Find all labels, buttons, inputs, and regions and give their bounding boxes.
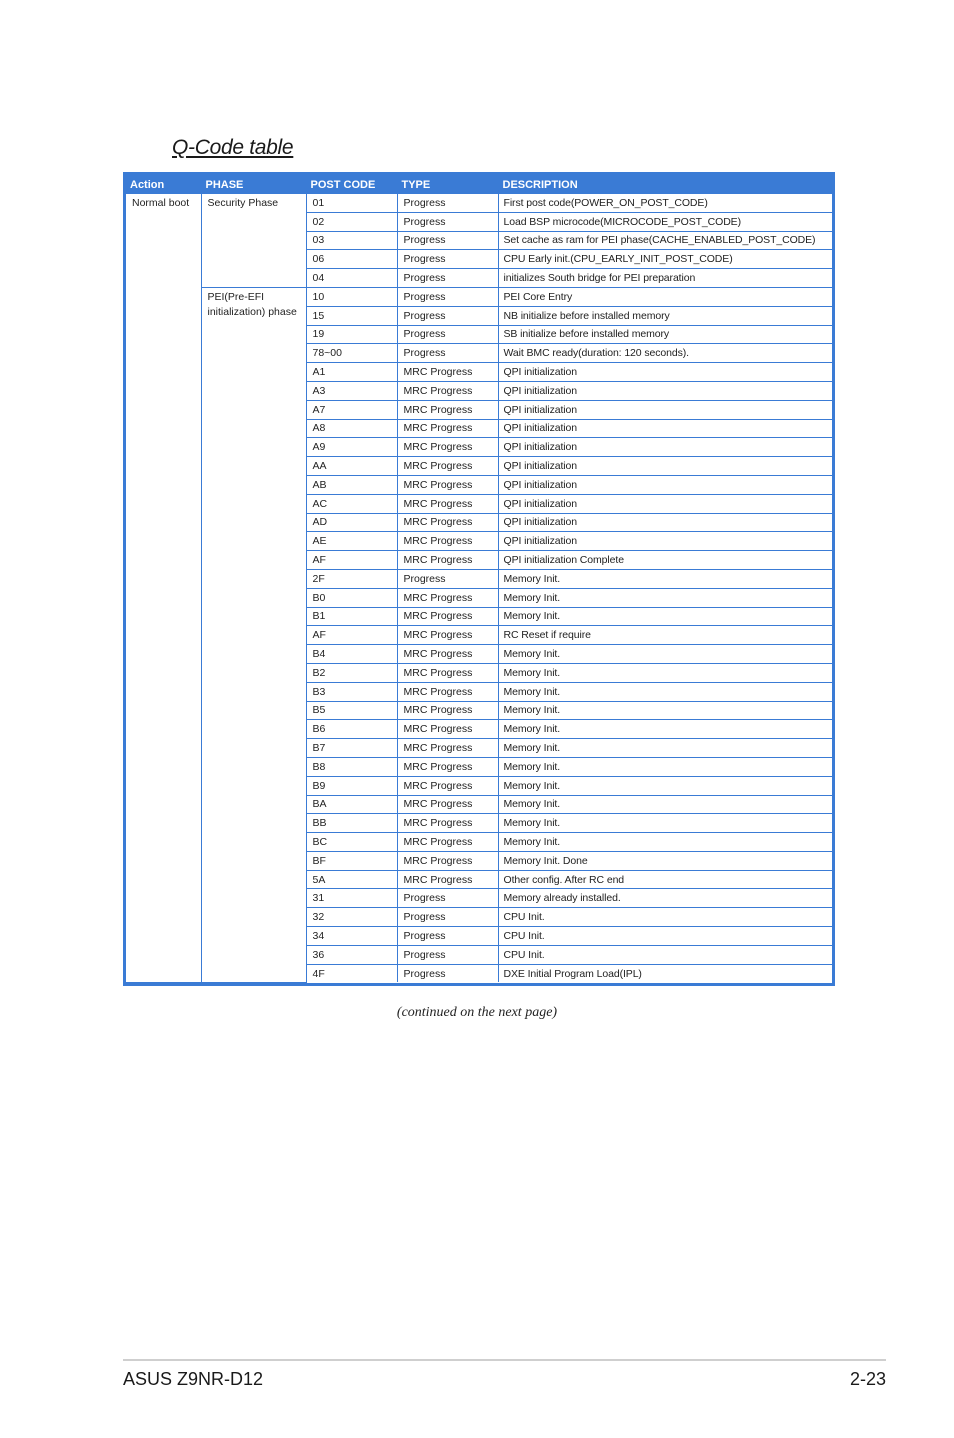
description-cell: QPI initialization bbox=[498, 494, 832, 513]
type-cell: MRC Progress bbox=[397, 626, 498, 645]
description-cell: CPU Init. bbox=[498, 945, 832, 964]
type-cell: MRC Progress bbox=[397, 381, 498, 400]
post-code-cell: 15 bbox=[306, 306, 397, 325]
type-cell: Progress bbox=[397, 964, 498, 982]
description-cell: QPI initialization bbox=[498, 438, 832, 457]
description-cell: Other config. After RC end bbox=[498, 870, 832, 889]
description-cell: QPI initialization bbox=[498, 381, 832, 400]
post-code-cell: B4 bbox=[306, 645, 397, 664]
type-cell: MRC Progress bbox=[397, 400, 498, 419]
description-cell: CPU Early init.(CPU_EARLY_INIT_POST_CODE) bbox=[498, 250, 832, 269]
type-cell: MRC Progress bbox=[397, 588, 498, 607]
description-cell: Memory Init. bbox=[498, 757, 832, 776]
post-code-cell: BB bbox=[306, 814, 397, 833]
description-cell: Memory already installed. bbox=[498, 889, 832, 908]
description-cell: RC Reset if require bbox=[498, 626, 832, 645]
description-cell: QPI initialization bbox=[498, 475, 832, 494]
type-cell: MRC Progress bbox=[397, 513, 498, 532]
type-cell: Progress bbox=[397, 945, 498, 964]
post-code-cell: 32 bbox=[306, 908, 397, 927]
type-cell: MRC Progress bbox=[397, 701, 498, 720]
post-code-cell: B5 bbox=[306, 701, 397, 720]
description-cell: Load BSP microcode(MICROCODE_POST_CODE) bbox=[498, 212, 832, 231]
description-cell: Memory Init. bbox=[498, 739, 832, 758]
table-body bbox=[126, 194, 832, 982]
description-cell: Memory Init. bbox=[498, 682, 832, 701]
post-code-cell: 36 bbox=[306, 945, 397, 964]
post-code-cell: AE bbox=[306, 532, 397, 551]
qcode-table-container bbox=[123, 172, 835, 986]
post-code-cell: 02 bbox=[306, 212, 397, 231]
type-cell: MRC Progress bbox=[397, 551, 498, 570]
post-code-cell: AF bbox=[306, 551, 397, 570]
post-code-cell: BF bbox=[306, 851, 397, 870]
header-description: DESCRIPTION bbox=[498, 175, 832, 194]
post-code-cell: 5A bbox=[306, 870, 397, 889]
type-cell: MRC Progress bbox=[397, 607, 498, 626]
type-cell: MRC Progress bbox=[397, 814, 498, 833]
description-cell: Memory Init. bbox=[498, 607, 832, 626]
type-cell: Progress bbox=[397, 927, 498, 946]
post-code-cell: B3 bbox=[306, 682, 397, 701]
description-cell: Memory Init. bbox=[498, 776, 832, 795]
footer-page-number: 2-23 bbox=[849, 1369, 886, 1389]
post-code-cell: A3 bbox=[306, 381, 397, 400]
description-cell: initializes South bridge for PEI preparation bbox=[498, 269, 832, 288]
type-cell: MRC Progress bbox=[397, 663, 498, 682]
post-code-cell: A9 bbox=[306, 438, 397, 457]
type-cell: Progress bbox=[397, 306, 498, 325]
post-code-cell: 19 bbox=[306, 325, 397, 344]
post-code-cell: AF bbox=[306, 626, 397, 645]
post-code-cell: BA bbox=[306, 795, 397, 814]
post-code-cell: AB bbox=[306, 475, 397, 494]
type-cell: MRC Progress bbox=[397, 494, 498, 513]
description-cell: QPI initialization bbox=[498, 532, 832, 551]
description-cell: QPI initialization Complete bbox=[498, 551, 832, 570]
post-code-cell: AD bbox=[306, 513, 397, 532]
description-cell: Memory Init. bbox=[498, 833, 832, 852]
type-cell: MRC Progress bbox=[397, 457, 498, 476]
action-cell: Normal boot bbox=[126, 194, 201, 982]
post-code-cell: BC bbox=[306, 833, 397, 852]
post-code-cell: 04 bbox=[306, 269, 397, 288]
table-header-row bbox=[126, 175, 832, 194]
type-cell: Progress bbox=[397, 325, 498, 344]
description-cell: Memory Init. bbox=[498, 569, 832, 588]
description-cell: QPI initialization bbox=[498, 419, 832, 438]
post-code-cell: 4F bbox=[306, 964, 397, 982]
type-cell: Progress bbox=[397, 908, 498, 927]
description-cell: Memory Init. bbox=[498, 814, 832, 833]
continued-note: (continued on the next page) bbox=[396, 1005, 558, 1020]
description-cell: QPI initialization bbox=[498, 363, 832, 382]
post-code-cell: A1 bbox=[306, 363, 397, 382]
qcode-table bbox=[126, 175, 833, 983]
description-cell: CPU Init. bbox=[498, 927, 832, 946]
table-row bbox=[126, 287, 832, 306]
post-code-cell: A8 bbox=[306, 419, 397, 438]
type-cell: MRC Progress bbox=[397, 645, 498, 664]
description-cell: QPI initialization bbox=[498, 400, 832, 419]
type-cell: Progress bbox=[397, 231, 498, 250]
post-code-cell: A7 bbox=[306, 400, 397, 419]
description-cell: Memory Init. bbox=[498, 701, 832, 720]
header-action: Action bbox=[126, 175, 201, 194]
type-cell: MRC Progress bbox=[397, 870, 498, 889]
description-cell: DXE Initial Program Load(IPL) bbox=[503, 967, 642, 980]
post-code-cell: 34 bbox=[306, 927, 397, 946]
page-title: Q-Code table bbox=[172, 136, 294, 159]
type-cell: MRC Progress bbox=[397, 475, 498, 494]
description-cell: QPI initialization bbox=[498, 457, 832, 476]
post-code-cell: B7 bbox=[306, 739, 397, 758]
description-cell: Memory Init. bbox=[498, 663, 832, 682]
phase-cell: PEI(Pre-EFI initialization) phase bbox=[201, 287, 306, 982]
post-code-cell: B1 bbox=[306, 607, 397, 626]
description-cell: SB initialize before installed memory bbox=[498, 325, 832, 344]
post-code-cell: AC bbox=[306, 494, 397, 513]
description-cell: Memory Init. Done bbox=[498, 851, 832, 870]
post-code-cell: 06 bbox=[306, 250, 397, 269]
description-cell: CPU Init. bbox=[498, 908, 832, 927]
description-cell: Memory Init. bbox=[498, 795, 832, 814]
description-cell: NB initialize before installed memory bbox=[498, 306, 832, 325]
post-code-cell: 2F bbox=[306, 569, 397, 588]
post-code-cell: 03 bbox=[306, 231, 397, 250]
post-code-cell: 10 bbox=[306, 287, 397, 306]
type-cell: MRC Progress bbox=[397, 419, 498, 438]
footer-divider bbox=[123, 1359, 886, 1361]
type-cell: MRC Progress bbox=[397, 438, 498, 457]
type-cell: Progress bbox=[397, 250, 498, 269]
type-cell: MRC Progress bbox=[397, 363, 498, 382]
type-cell: Progress bbox=[397, 569, 498, 588]
post-code-cell: B8 bbox=[306, 757, 397, 776]
type-cell: Progress bbox=[397, 194, 498, 212]
type-cell: MRC Progress bbox=[397, 795, 498, 814]
post-code-cell: 31 bbox=[306, 889, 397, 908]
post-code-cell: B2 bbox=[306, 663, 397, 682]
phase-cell: Security Phase bbox=[201, 194, 306, 287]
description-cell: PEI Core Entry bbox=[498, 287, 832, 306]
type-cell: Progress bbox=[397, 269, 498, 288]
post-code-cell: AA bbox=[306, 457, 397, 476]
type-cell: MRC Progress bbox=[397, 720, 498, 739]
type-cell: Progress bbox=[397, 287, 498, 306]
header-post-code: POST CODE bbox=[306, 175, 397, 194]
header-type: TYPE bbox=[397, 175, 498, 194]
description-cell: First post code(POWER_ON_POST_CODE) bbox=[498, 194, 832, 212]
type-cell: MRC Progress bbox=[397, 739, 498, 758]
type-cell: Progress bbox=[397, 212, 498, 231]
description-cell: Memory Init. bbox=[498, 588, 832, 607]
post-code-cell: 01 bbox=[306, 194, 397, 212]
type-cell: MRC Progress bbox=[397, 757, 498, 776]
type-cell: MRC Progress bbox=[397, 682, 498, 701]
type-cell: MRC Progress bbox=[397, 833, 498, 852]
post-code-cell: B6 bbox=[306, 720, 397, 739]
type-cell: Progress bbox=[397, 344, 498, 363]
description-cell: Set cache as ram for PEI phase(CACHE_ENABLED_POST_CODE) bbox=[498, 231, 832, 250]
post-code-cell: B9 bbox=[306, 776, 397, 795]
footer-product-name: ASUS Z9NR-D12 bbox=[123, 1369, 264, 1389]
post-code-cell: B0 bbox=[306, 588, 397, 607]
description-cell: Memory Init. bbox=[498, 720, 832, 739]
header-phase: PHASE bbox=[201, 175, 306, 194]
type-cell: MRC Progress bbox=[397, 851, 498, 870]
description-cell: Memory Init. bbox=[498, 645, 832, 664]
description-cell: Wait BMC ready(duration: 120 seconds). bbox=[498, 344, 832, 363]
post-code-cell: 78~00 bbox=[306, 344, 397, 363]
table-row bbox=[126, 194, 832, 212]
type-cell: MRC Progress bbox=[397, 532, 498, 551]
type-cell: Progress bbox=[397, 889, 498, 908]
type-cell: MRC Progress bbox=[397, 776, 498, 795]
description-cell: QPI initialization bbox=[498, 513, 832, 532]
